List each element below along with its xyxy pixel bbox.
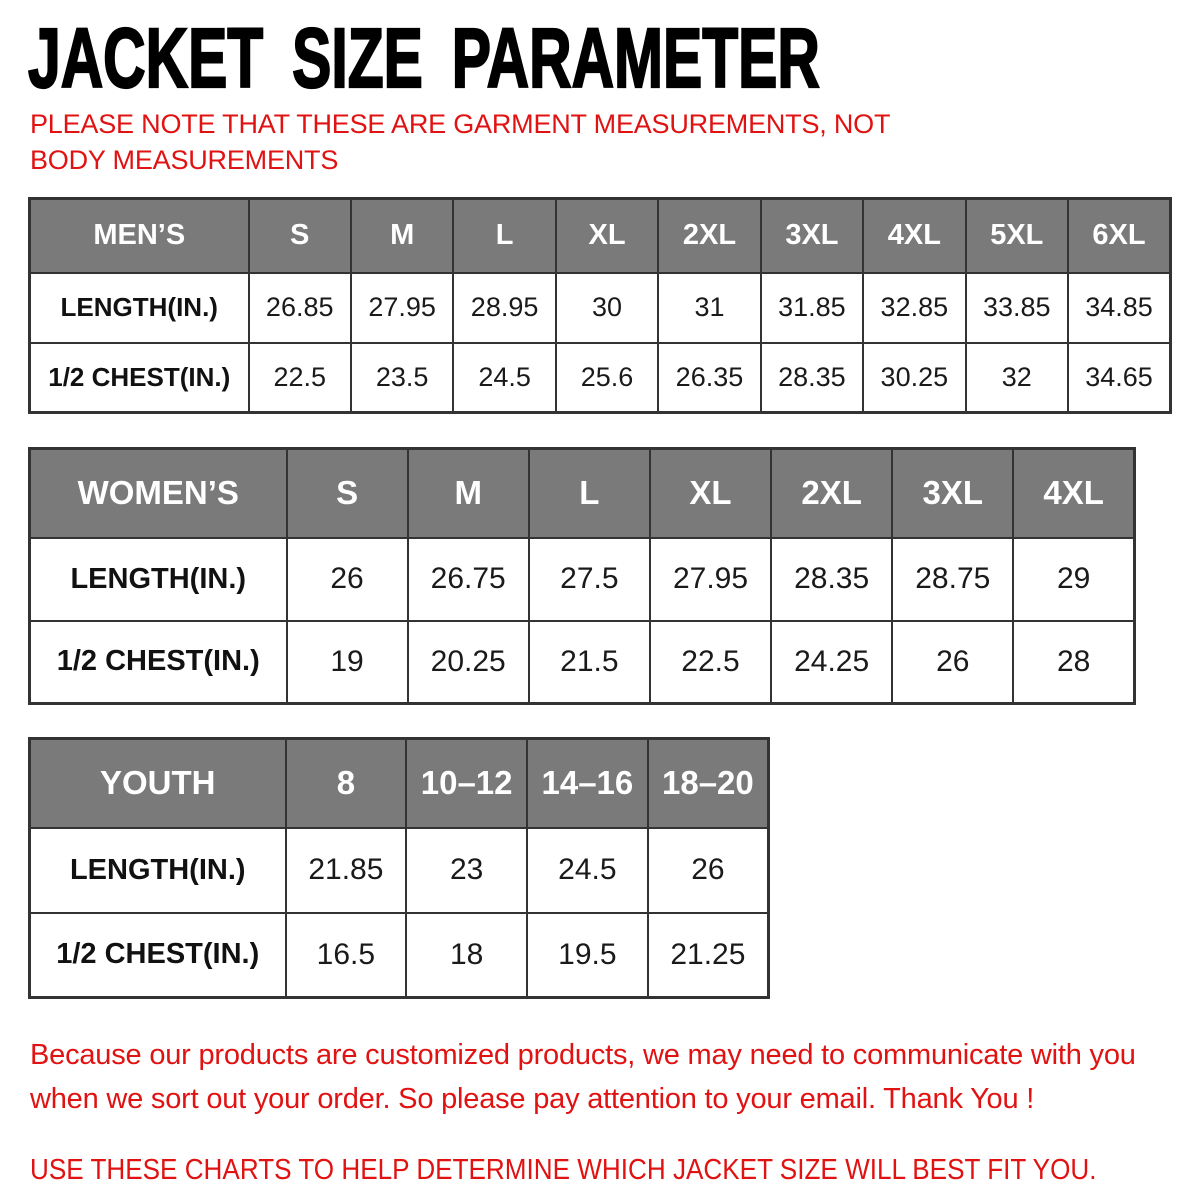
measurement-value-cell: 22.5 [249,343,351,413]
size-header-cell: 10–12 [406,739,527,828]
row-label-cell: LENGTH(IN.) [30,538,287,621]
page-title: JACKET SIZE PARAMETER [28,11,820,105]
measurement-value-cell: 28.35 [771,538,892,621]
size-header-cell: 8 [286,739,407,828]
measurement-value-cell: 21.85 [286,828,407,913]
measurement-row [30,828,769,913]
measurement-row [30,538,1135,621]
size-header-cell: XL [556,199,658,273]
group-header-mens: MEN’S [30,199,249,273]
size-header-cell: 3XL [892,449,1013,538]
garment-measurement-note: PLEASE NOTE THAT THESE ARE GARMENT MEASUREMENTS, NOT BODY MEASUREMENTS [30,109,890,175]
size-header-cell: S [287,449,408,538]
measurement-row [30,913,769,998]
measurement-value-cell: 31.85 [761,273,863,343]
measurement-value-cell: 27.5 [529,538,650,621]
row-label-cell: LENGTH(IN.) [30,828,286,913]
row-label-cell: 1/2 CHEST(IN.) [30,913,286,998]
measurement-value-cell: 32.85 [863,273,965,343]
measurement-value-cell: 20.25 [408,621,529,704]
measurement-value-cell: 26.35 [658,343,760,413]
measurement-value-cell: 25.6 [556,343,658,413]
measurement-value-cell: 26 [287,538,408,621]
measurement-value-cell: 24.25 [771,621,892,704]
row-label-cell: 1/2 CHEST(IN.) [30,343,249,413]
size-header-cell: L [453,199,555,273]
measurement-value-cell: 23 [406,828,527,913]
measurement-value-cell: 32 [966,343,1068,413]
size-header-cell: M [408,449,529,538]
row-label-cell: 1/2 CHEST(IN.) [30,621,287,704]
measurement-value-cell: 30 [556,273,658,343]
measurement-value-cell: 28.75 [892,538,1013,621]
size-table-mens [28,197,1172,414]
measurement-value-cell: 28.95 [453,273,555,343]
measurement-value-cell: 27.95 [650,538,771,621]
measurement-value-cell: 27.95 [351,273,453,343]
measurement-value-cell: 19 [287,621,408,704]
measurement-value-cell: 24.5 [527,828,648,913]
measurement-value-cell: 26.75 [408,538,529,621]
measurement-value-cell: 19.5 [527,913,648,998]
measurement-value-cell: 21.25 [648,913,769,998]
size-header-cell: 5XL [966,199,1068,273]
size-header-cell: 2XL [771,449,892,538]
size-header-cell: 4XL [863,199,965,273]
size-header-cell: S [249,199,351,273]
group-header-womens: WOMEN’S [30,449,287,538]
measurement-value-cell: 33.85 [966,273,1068,343]
size-header-cell: 6XL [1068,199,1171,273]
size-header-cell: M [351,199,453,273]
measurement-value-cell: 24.5 [453,343,555,413]
measurement-value-cell: 29 [1013,538,1134,621]
size-header-cell: 3XL [761,199,863,273]
measurement-value-cell: 26 [892,621,1013,704]
measurement-value-cell: 21.5 [529,621,650,704]
measurement-row [30,273,1171,343]
measurement-value-cell: 22.5 [650,621,771,704]
size-header-cell: 18–20 [648,739,769,828]
size-table-youth [28,737,770,999]
measurement-value-cell: 30.25 [863,343,965,413]
measurement-value-cell: 26 [648,828,769,913]
size-header-cell: L [529,449,650,538]
measurement-value-cell: 34.85 [1068,273,1171,343]
measurement-value-cell: 18 [406,913,527,998]
size-header-cell: 4XL [1013,449,1134,538]
measurement-value-cell: 31 [658,273,760,343]
measurement-row [30,343,1171,413]
measurement-row [30,621,1135,704]
measurement-value-cell: 34.65 [1068,343,1171,413]
size-header-cell: 14–16 [527,739,648,828]
measurement-value-cell: 16.5 [286,913,407,998]
measurement-value-cell: 26.85 [249,273,351,343]
chart-usage-advice: USE THESE CHARTS TO HELP DETERMINE WHICH JACKET SIZE WILL BEST FIT YOU. [30,1154,1097,1186]
measurement-value-cell: 28 [1013,621,1134,704]
size-header-cell: XL [650,449,771,538]
measurement-value-cell: 28.35 [761,343,863,413]
row-label-cell: LENGTH(IN.) [30,273,249,343]
measurement-value-cell: 23.5 [351,343,453,413]
group-header-youth: YOUTH [30,739,286,828]
size-table-womens [28,447,1136,705]
custom-order-notice: Because our products are customized products, we may need to communicate with you when we sort out your order. So please pay attention to your email. Thank You ! [30,1039,1136,1115]
size-header-cell: 2XL [658,199,760,273]
